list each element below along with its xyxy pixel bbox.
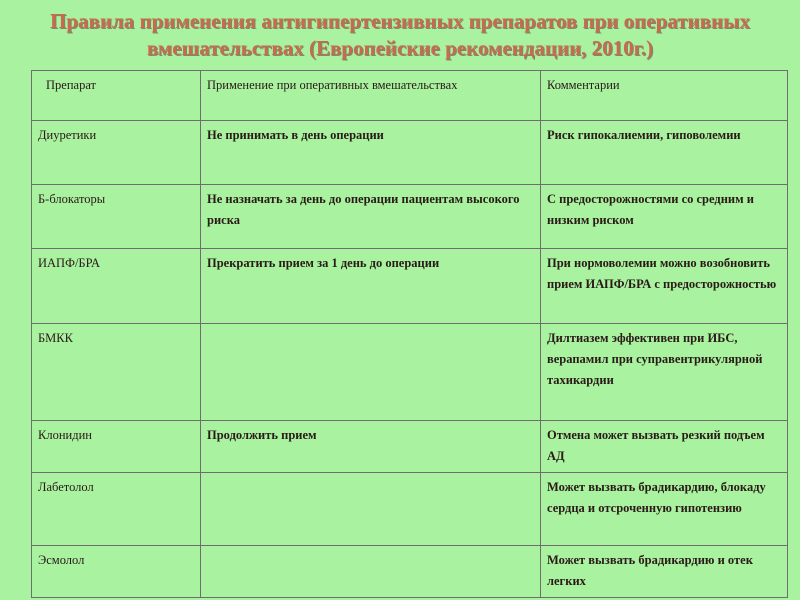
cell-application bbox=[201, 473, 541, 546]
table-row bbox=[32, 185, 788, 249]
header-drug: Препарат bbox=[32, 71, 201, 121]
cell-comments: Может вызвать брадикардию и отек легких bbox=[541, 546, 788, 598]
cell-comments: С предосторожностями со средним и низким риском bbox=[541, 185, 788, 249]
cell-comments: Риск гипокалиемии, гиповолемии bbox=[541, 121, 788, 185]
cell-comments: Отмена может вызвать резкий подъем АД bbox=[541, 421, 788, 473]
slide-title-line-2: вмешательствах (Европейские рекомендации, 2010г.) bbox=[146, 36, 654, 60]
cell-comments: Может вызвать брадикардию, блокаду сердца и отсроченную гипотензию bbox=[541, 473, 788, 546]
cell-drug: Эсмолол bbox=[32, 546, 201, 598]
slide-title bbox=[0, 8, 800, 62]
table-row bbox=[32, 421, 788, 473]
cell-comments: Дилтиазем эффективен при ИБС, верапамил при суправентрикулярной тахикардии bbox=[541, 324, 788, 421]
table-row bbox=[32, 249, 788, 324]
cell-drug: Диуретики bbox=[32, 121, 201, 185]
cell-drug: БМКК bbox=[32, 324, 201, 421]
header-comments: Комментарии bbox=[541, 71, 788, 121]
drug-rules-table bbox=[31, 70, 788, 598]
table-row bbox=[32, 121, 788, 185]
cell-drug: Лабетолол bbox=[32, 473, 201, 546]
table-header-row bbox=[32, 71, 788, 121]
cell-application: Прекратить прием за 1 день до операции bbox=[201, 249, 541, 324]
cell-drug: ИАПФ/БРА bbox=[32, 249, 201, 324]
header-application: Применение при оперативных вмешательствах bbox=[201, 71, 541, 121]
cell-application: Не принимать в день операции bbox=[201, 121, 541, 185]
table-row bbox=[32, 324, 788, 421]
table-row bbox=[32, 473, 788, 546]
cell-application: Продолжить прием bbox=[201, 421, 541, 473]
cell-drug: Б-блокаторы bbox=[32, 185, 201, 249]
cell-application bbox=[201, 324, 541, 421]
cell-application bbox=[201, 546, 541, 598]
table-row bbox=[32, 546, 788, 598]
slide-title-line-1: Правила применения антигипертензивных препаратов при оперативных bbox=[50, 9, 750, 33]
cell-comments: При нормоволемии можно возобновить прием ИАПФ/БРА с предосторожностью bbox=[541, 249, 788, 324]
cell-drug: Клонидин bbox=[32, 421, 201, 473]
cell-application: Не назначать за день до операции пациентам высокого риска bbox=[201, 185, 541, 249]
